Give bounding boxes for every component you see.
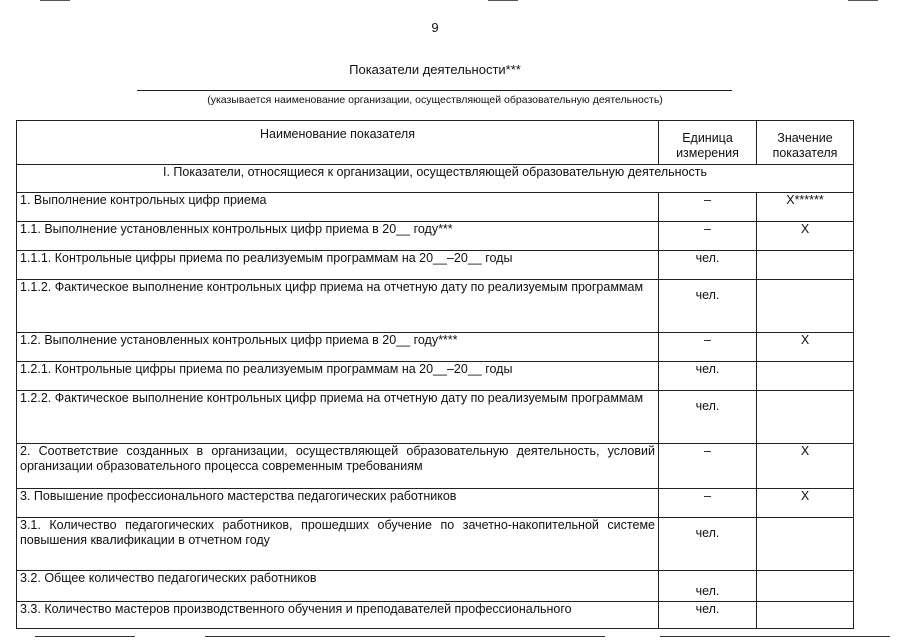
table-row — [17, 571, 854, 602]
indicator-unit: – — [659, 193, 757, 222]
indicator-value: X — [757, 222, 854, 251]
indicator-value — [757, 571, 854, 602]
table-row — [17, 391, 854, 444]
indicator-unit: – — [659, 333, 757, 362]
indicator-name: 3.2. Общее количество педагогических работников — [17, 571, 659, 602]
scan-edge-mark — [488, 0, 518, 1]
indicator-value: X — [757, 444, 854, 489]
table-row — [17, 280, 854, 333]
indicator-name: 3. Повышение профессионального мастерства педагогических работников — [17, 489, 659, 518]
indicator-value — [757, 362, 854, 391]
indicator-name: 1.2.2. Фактическое выполнение контрольных цифр приема на отчетную дату по реализуемым программам — [17, 391, 659, 444]
indicator-unit: чел. — [659, 280, 757, 333]
header-unit: Единица измерения — [659, 121, 757, 165]
indicator-name: 1.2.1. Контрольные цифры приема по реализуемым программам на 20__–20__ годы — [17, 362, 659, 391]
table-row — [17, 333, 854, 362]
indicator-unit: чел. — [659, 362, 757, 391]
section-title: I. Показатели, относящиеся к организации, осуществляющей образовательную деятельность — [17, 165, 854, 193]
table-row — [17, 489, 854, 518]
indicator-unit: чел. — [659, 518, 757, 571]
organization-fill-line — [137, 90, 732, 91]
header-value: Значение показателя — [757, 121, 854, 165]
table-row — [17, 444, 854, 489]
indicator-unit: чел. — [659, 391, 757, 444]
section-row — [17, 165, 854, 193]
table-row — [17, 251, 854, 280]
indicator-name: 1.1.1. Контрольные цифры приема по реализуемым программам на 20__–20__ годы — [17, 251, 659, 280]
indicator-value — [757, 602, 854, 629]
indicator-unit: – — [659, 444, 757, 489]
indicator-value — [757, 391, 854, 444]
header-indicator-name: Наименование показателя — [17, 121, 659, 165]
indicator-value — [757, 280, 854, 333]
indicator-name: 1.1. Выполнение установленных контрольных цифр приема в 20__ году*** — [17, 222, 659, 251]
table-row — [17, 362, 854, 391]
indicators-table — [16, 120, 854, 629]
indicator-value: X — [757, 333, 854, 362]
indicator-name: 3.1. Количество педагогических работников, прошедших обучение по зачетно-накопительной системе повышения квалификации в отчетном году — [17, 518, 659, 571]
indicator-name: 2. Соответствие созданных в организации, осуществляющей образовательную деятельность, условий организации образовательного процесса современным требованиям — [17, 444, 659, 489]
indicator-name: 1.2. Выполнение установленных контрольных цифр приема в 20__ году**** — [17, 333, 659, 362]
table-row — [17, 222, 854, 251]
indicator-name: 1.1.2. Фактическое выполнение контрольных цифр приема на отчетную дату по реализуемым программам — [17, 280, 659, 333]
indicator-unit: – — [659, 222, 757, 251]
scan-edge-mark — [205, 636, 605, 637]
page-number: 9 — [431, 20, 439, 35]
indicator-unit: – — [659, 489, 757, 518]
document-title: Показатели деятельности*** — [349, 62, 521, 77]
scan-edge-mark — [660, 636, 890, 637]
indicator-unit: чел. — [659, 571, 757, 602]
indicator-value — [757, 251, 854, 280]
table-row — [17, 602, 854, 629]
indicator-value — [757, 518, 854, 571]
indicator-value: X****** — [757, 193, 854, 222]
indicator-value: X — [757, 489, 854, 518]
organization-caption: (указывается наименование организации, осуществляющей образовательную деятельность) — [207, 94, 663, 106]
scan-edge-mark — [35, 636, 135, 637]
indicator-unit: чел. — [659, 602, 757, 629]
indicator-name: 1. Выполнение контрольных цифр приема — [17, 193, 659, 222]
scan-edge-mark — [40, 0, 70, 1]
indicator-unit: чел. — [659, 251, 757, 280]
table-header-row — [17, 121, 854, 165]
table-row — [17, 193, 854, 222]
scan-edge-mark — [848, 0, 878, 1]
table-row — [17, 518, 854, 571]
indicator-name: 3.3. Количество мастеров производственного обучения и преподавателей профессионального — [17, 602, 659, 629]
